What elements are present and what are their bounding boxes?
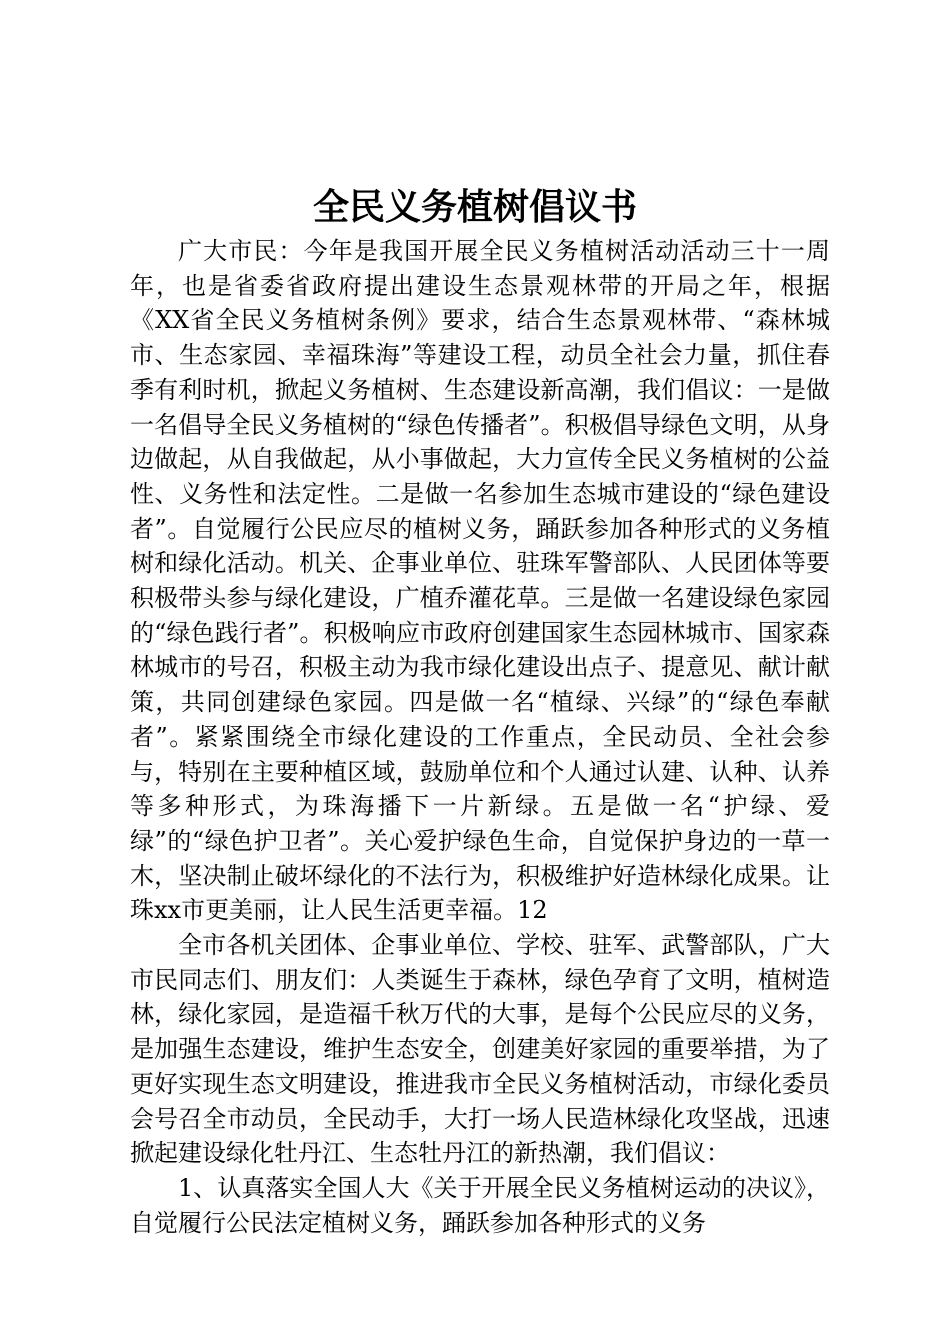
document-title: 全民义务植树倡议书 xyxy=(312,186,637,228)
paragraph-2: 全市各机关团体、企事业单位、学校、驻军、武警部队，广大市民同志们、朋友们：人类诞生于森林，绿色孕育了文明，植树造林，绿化家园，是造福千秋万代的大事，是每个公民应尽的义务，是加强生态建设，维护生态安全，创建美好家园的重要举措，为了更好实现生态文明建设，推进我市全民义务植树活动，市绿化委员会号召全市动员，全民动手，大打一场人民造林绿化攻坚战，迅速掀起建设绿化牡丹江、生态牡丹江的新热潮，我们倡议： xyxy=(130,931,830,1168)
paragraph-1: 广大市民：今年是我国开展全民义务植树活动活动三十一周年，也是省委省政府提出建设生态景观林带的开局之年，根据《XX省全民义务植树条例》要求，结合生态景观林带、“森林城市、生态家园、幸福珠海”等建设工程，动员全社会力量，抓住春季有利时机，掀起义务植树、生态建设新高潮，我们倡议：一是做一名倡导全民义务植树的“绿色传播者”。积极倡导绿色文明，从身边做起，从自我做起，从小事做起，大力宣传全民义务植树的公益性、义务性和法定性。二是做一名参加生态城市建设的“绿色建设者”。自觉履行公民应尽的植树义务，踊跃参加各种形式的义务植树和绿化活动。机关、企事业单位、驻珠军警部队、人民团体等要积极带头参与绿化建设，广植乔灌花草。三是做一名建设绿色家园的“绿色践行者”。积极响应市政府创建国家生态园林城市、国家森林城市的号召，积极主动为我市绿化建设出点子、提意见、献计献策，共同创建绿色家园。四是做一名“植绿、兴绿”的“绿色奉献者”。紧紧围绕全市绿化建设的工作重点，全民动员、全社会参与，特别在主要种植区域，鼓励单位和个人通过认建、认种、认养等多种形式，为珠海播下一片新绿。五是做一名“护绿、爱绿”的“绿色护卫者”。关心爱护绿色生命，自觉保护身边的一草一木，坚决制止破坏绿化的不法行为，积极维护好造林绿化成果。让珠xx市更美丽，让人民生活更幸福。12 xyxy=(130,237,830,925)
paragraph-3: 1、认真落实全国人大《关于开展全民义务植树运动的决议》，自觉履行公民法定植树义务，踊跃参加各种形式的义务 xyxy=(130,1173,830,1237)
document-body xyxy=(130,234,830,1240)
